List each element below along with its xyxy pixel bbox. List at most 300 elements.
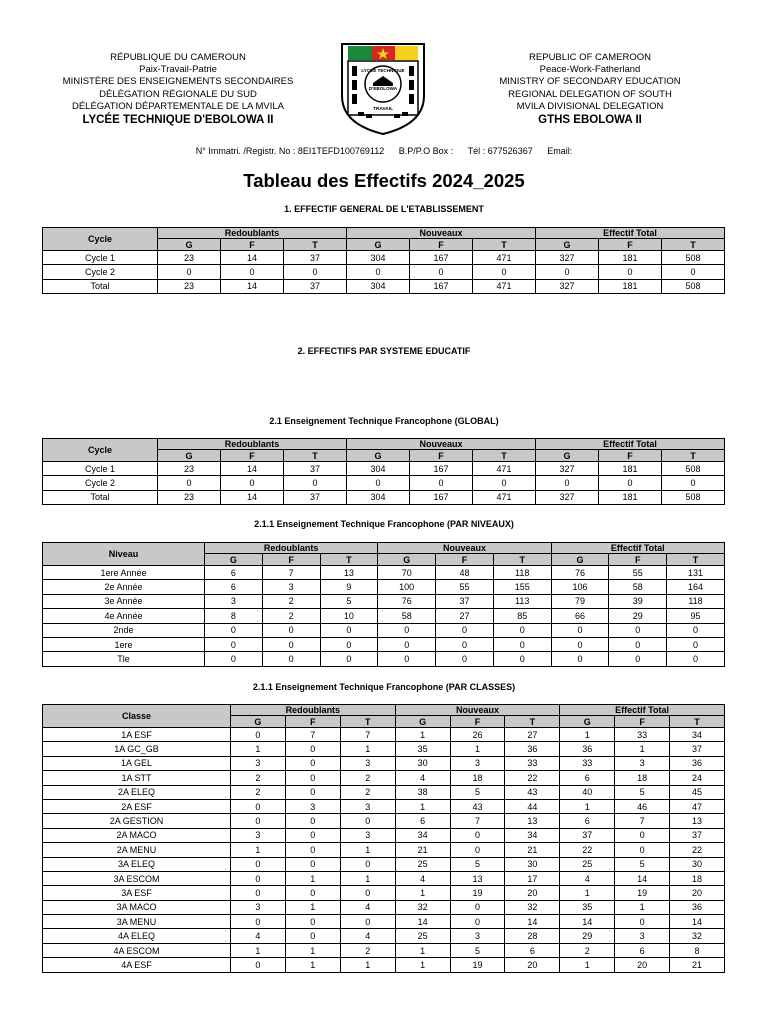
table-row — [43, 857, 725, 871]
cell-value: 21 — [395, 843, 450, 857]
cell-value: 0 — [285, 785, 340, 799]
cell-value: 0 — [221, 265, 284, 279]
sub-header: T — [505, 716, 560, 728]
group-header: Redoublants — [205, 543, 378, 554]
cell-value: 37 — [436, 594, 494, 608]
cell-value: 14 — [560, 915, 615, 929]
cell-value: 25 — [395, 929, 450, 943]
cell-value: 113 — [493, 594, 551, 608]
section-heading: 2. EFFECTIFS PAR SYSTEME EDUCATIF — [297, 346, 471, 356]
cell-value: 118 — [667, 594, 725, 608]
cell-value: 34 — [670, 728, 725, 742]
cell-value: 22 — [670, 843, 725, 857]
school-name-fr: LYCÉE TECHNIQUE D'EBOLOWA II — [82, 114, 274, 127]
row-label: Cycle 2 — [43, 476, 158, 490]
cell-value: 0 — [536, 476, 599, 490]
svg-text:D'EBOLOWA: D'EBOLOWA — [368, 86, 398, 91]
sub-header: F — [410, 239, 473, 251]
cell-value: 0 — [285, 929, 340, 943]
cell-value: 6 — [205, 566, 263, 580]
phone: Tél : 677526367 — [467, 146, 533, 156]
sub-header: F — [450, 716, 505, 728]
section-heading: 1. EFFECTIF GENERAL DE L'ETABLISSEMENT — [284, 204, 484, 214]
row-label: 3A MACO — [43, 900, 231, 914]
cell-value: 14 — [615, 871, 670, 885]
sub-header: T — [340, 716, 395, 728]
cell-value: 6 — [395, 814, 450, 828]
cell-value: 304 — [347, 490, 410, 504]
group-header: Nouveaux — [347, 228, 536, 239]
cell-value: 0 — [320, 652, 378, 666]
table-row — [43, 814, 725, 828]
cell-value: 0 — [609, 652, 667, 666]
cell-value: 0 — [436, 652, 494, 666]
cell-value: 0 — [285, 886, 340, 900]
cell-value: 327 — [536, 251, 599, 265]
cell-value: 1 — [560, 799, 615, 813]
header-left-block — [28, 52, 328, 126]
cell-value: 30 — [505, 857, 560, 871]
cell-value: 0 — [450, 915, 505, 929]
cell-value: 0 — [493, 623, 551, 637]
table-row — [43, 623, 725, 637]
cell-value: 508 — [662, 490, 725, 504]
sub-header: F — [599, 239, 662, 251]
cell-value: 13 — [505, 814, 560, 828]
cell-value: 0 — [262, 637, 320, 651]
sub-header: F — [599, 450, 662, 462]
header-right-line: REPUBLIC OF CAMEROON — [529, 52, 651, 63]
row-label: 3A ESCOM — [43, 871, 231, 885]
cell-value: 100 — [378, 580, 436, 594]
table-general — [42, 227, 725, 294]
cell-value: 29 — [609, 609, 667, 623]
cell-value: 0 — [609, 623, 667, 637]
cell-value: 3 — [231, 900, 286, 914]
sub-header: F — [615, 716, 670, 728]
cell-value: 0 — [551, 652, 609, 666]
cell-value: 0 — [450, 843, 505, 857]
cell-value: 39 — [609, 594, 667, 608]
sub-header: T — [284, 239, 347, 251]
cell-value: 0 — [493, 637, 551, 651]
table-row — [43, 900, 725, 914]
row-label: 4e Année — [43, 609, 205, 623]
cell-value: 0 — [262, 623, 320, 637]
cell-value: 0 — [205, 652, 263, 666]
row-label: 2nde — [43, 623, 205, 637]
cell-value: 23 — [158, 490, 221, 504]
cell-value: 23 — [158, 462, 221, 476]
cell-value: 0 — [378, 637, 436, 651]
table-row — [43, 279, 725, 293]
row-label: Total — [43, 490, 158, 504]
table-row — [43, 929, 725, 943]
cell-value: 1 — [231, 742, 286, 756]
row-label: 2A MENU — [43, 843, 231, 857]
cell-value: 7 — [285, 728, 340, 742]
sub-header: T — [662, 239, 725, 251]
cell-value: 14 — [505, 915, 560, 929]
row-label: 4A ESCOM — [43, 943, 231, 957]
cell-value: 167 — [410, 279, 473, 293]
cell-value: 7 — [262, 566, 320, 580]
cell-value: 14 — [221, 462, 284, 476]
cell-value: 6 — [205, 580, 263, 594]
table-row — [43, 609, 725, 623]
sub-header: G — [347, 239, 410, 251]
header-left-line: MINISTÈRE DES ENSEIGNEMENTS SECONDAIRES — [62, 76, 294, 88]
cell-value: 1 — [340, 742, 395, 756]
cell-value: 0 — [221, 476, 284, 490]
cell-value: 13 — [320, 566, 378, 580]
cell-value: 5 — [450, 857, 505, 871]
table-row — [43, 490, 725, 504]
cell-value: 0 — [158, 476, 221, 490]
cell-value: 7 — [615, 814, 670, 828]
sub-header: T — [662, 450, 725, 462]
cell-value: 4 — [340, 929, 395, 943]
cell-value: 2 — [231, 785, 286, 799]
cell-value: 0 — [285, 857, 340, 871]
cell-value: 0 — [231, 814, 286, 828]
cell-value: 3 — [231, 828, 286, 842]
cell-value: 0 — [285, 756, 340, 770]
cell-value: 2 — [340, 943, 395, 957]
group-header: Effectif Total — [536, 439, 725, 450]
cell-value: 0 — [285, 742, 340, 756]
cell-value: 20 — [505, 886, 560, 900]
cell-value: 21 — [505, 843, 560, 857]
header-left-line: DÉLÉGATION RÉGIONALE DU SUD — [99, 88, 257, 100]
cell-value: 4 — [395, 871, 450, 885]
row-label: 1A ESF — [43, 728, 231, 742]
group-header: Effectif Total — [560, 705, 725, 716]
cell-value: 37 — [670, 742, 725, 756]
column-header-first: Niveau — [43, 543, 205, 566]
section-heading: 2.1.1 Enseignement Technique Francophone (PAR CLASSES) — [252, 682, 516, 692]
header-right-line: REGIONAL DELEGATION OF SOUTH — [508, 88, 672, 100]
cell-value: 181 — [599, 251, 662, 265]
cell-value: 58 — [609, 580, 667, 594]
cell-value: 1 — [615, 742, 670, 756]
cell-value: 25 — [560, 857, 615, 871]
cell-value: 0 — [262, 652, 320, 666]
sub-header: G — [551, 554, 609, 566]
cell-value: 7 — [450, 814, 505, 828]
cell-value: 471 — [473, 251, 536, 265]
cell-value: 0 — [347, 265, 410, 279]
cell-value: 0 — [320, 637, 378, 651]
sub-header: T — [284, 450, 347, 462]
cell-value: 2 — [262, 594, 320, 608]
cell-value: 508 — [662, 251, 725, 265]
sub-header: G — [158, 450, 221, 462]
cell-value: 181 — [599, 462, 662, 476]
email: Email: — [547, 146, 573, 156]
sub-header: G — [205, 554, 263, 566]
cell-value: 471 — [473, 279, 536, 293]
cell-value: 4 — [231, 929, 286, 943]
cell-value: 34 — [395, 828, 450, 842]
cell-value: 1 — [340, 843, 395, 857]
sub-header: G — [158, 239, 221, 251]
cell-value: 0 — [285, 814, 340, 828]
cell-value: 0 — [436, 637, 494, 651]
cell-value: 14 — [395, 915, 450, 929]
cell-value: 508 — [662, 462, 725, 476]
cell-value: 327 — [536, 490, 599, 504]
table-row — [43, 462, 725, 476]
cell-value: 5 — [450, 785, 505, 799]
section-heading: 2.1 Enseignement Technique Francophone (GLOBAL) — [269, 416, 499, 426]
cell-value: 1 — [395, 943, 450, 957]
cell-value: 4 — [560, 871, 615, 885]
section-heading: 2.1.1 Enseignement Technique Francophone (PAR NIVEAUX) — [254, 519, 514, 529]
cell-value: 43 — [450, 799, 505, 813]
sub-header: F — [221, 450, 284, 462]
cell-value: 58 — [378, 609, 436, 623]
cell-value: 327 — [536, 462, 599, 476]
sub-header: F — [609, 554, 667, 566]
cell-value: 5 — [615, 857, 670, 871]
cell-value: 95 — [667, 609, 725, 623]
sub-header: T — [670, 716, 725, 728]
sub-header: T — [473, 239, 536, 251]
cell-value: 0 — [615, 843, 670, 857]
cell-value: 0 — [410, 265, 473, 279]
header-left-line: Paix-Travail-Patrie — [139, 64, 217, 76]
cell-value: 0 — [667, 637, 725, 651]
cell-value: 0 — [231, 886, 286, 900]
cell-value: 0 — [662, 265, 725, 279]
row-label: 4A ELEQ — [43, 929, 231, 943]
header-left-line: DÉLÉGATION DÉPARTEMENTALE DE LA MVILA — [71, 100, 285, 112]
cell-value: 37 — [670, 828, 725, 842]
cell-value: 85 — [493, 609, 551, 623]
cell-value: 13 — [670, 814, 725, 828]
cell-value: 0 — [536, 265, 599, 279]
cell-value: 55 — [436, 580, 494, 594]
group-header: Redoublants — [231, 705, 396, 716]
cell-value: 6 — [560, 814, 615, 828]
cell-value: 0 — [285, 843, 340, 857]
cell-value: 35 — [560, 900, 615, 914]
cell-value: 76 — [551, 566, 609, 580]
cell-value: 0 — [284, 476, 347, 490]
table-row — [43, 799, 725, 813]
cell-value: 106 — [551, 580, 609, 594]
school-name-en: GTHS EBOLOWA II — [538, 114, 642, 127]
cell-value: 23 — [158, 251, 221, 265]
cell-value: 22 — [505, 771, 560, 785]
row-label: Cycle 1 — [43, 251, 158, 265]
sub-header: F — [410, 450, 473, 462]
school-logo — [336, 38, 430, 136]
cell-value: 32 — [505, 900, 560, 914]
cell-value: 1 — [450, 742, 505, 756]
sub-header: G — [378, 554, 436, 566]
cell-value: 0 — [205, 637, 263, 651]
cell-value: 1 — [560, 958, 615, 972]
cell-value: 0 — [615, 828, 670, 842]
cell-value: 1 — [231, 943, 286, 957]
cell-value: 33 — [505, 756, 560, 770]
table-row — [43, 594, 725, 608]
row-label: Cycle 2 — [43, 265, 158, 279]
column-header-first: Classe — [43, 705, 231, 728]
group-header: Redoublants — [158, 439, 347, 450]
row-label: 2A GESTION — [43, 814, 231, 828]
row-label: 2A ESF — [43, 799, 231, 813]
cell-value: 0 — [473, 265, 536, 279]
table-row — [43, 742, 725, 756]
cell-value: 304 — [347, 251, 410, 265]
cell-value: 1 — [285, 871, 340, 885]
cell-value: 27 — [436, 609, 494, 623]
cell-value: 181 — [599, 490, 662, 504]
cell-value: 0 — [347, 476, 410, 490]
cell-value: 4 — [395, 771, 450, 785]
sub-header: G — [536, 450, 599, 462]
cell-value: 2 — [340, 785, 395, 799]
row-label: 3A ELEQ — [43, 857, 231, 871]
cell-value: 0 — [662, 476, 725, 490]
row-label: 1A STT — [43, 771, 231, 785]
table-row — [43, 958, 725, 972]
cell-value: 0 — [320, 623, 378, 637]
cell-value: 37 — [284, 490, 347, 504]
header-right-block — [440, 52, 740, 126]
sub-header: G — [347, 450, 410, 462]
cell-value: 48 — [436, 566, 494, 580]
header-right-line: Peace-Work-Fatherland — [539, 64, 641, 76]
cell-value: 6 — [505, 943, 560, 957]
cell-value: 118 — [493, 566, 551, 580]
cell-value: 0 — [340, 886, 395, 900]
cell-value: 1 — [285, 943, 340, 957]
registration-number: N° Immatri. /Registr. No : 8EI1TEFD100769112 — [195, 146, 385, 156]
sub-header: G — [231, 716, 286, 728]
cell-value: 327 — [536, 279, 599, 293]
cell-value: 304 — [347, 279, 410, 293]
cell-value: 471 — [473, 490, 536, 504]
cell-value: 155 — [493, 580, 551, 594]
cell-value: 14 — [221, 251, 284, 265]
cell-value: 9 — [320, 580, 378, 594]
sub-header: G — [395, 716, 450, 728]
cell-value: 79 — [551, 594, 609, 608]
cell-value: 20 — [615, 958, 670, 972]
cell-value: 2 — [560, 943, 615, 957]
table-global — [42, 438, 725, 505]
cell-value: 0 — [493, 652, 551, 666]
cell-value: 0 — [231, 871, 286, 885]
cell-value: 5 — [450, 943, 505, 957]
table-row — [43, 637, 725, 651]
group-header: Effectif Total — [551, 543, 724, 554]
cell-value: 45 — [670, 785, 725, 799]
row-label: Tle — [43, 652, 205, 666]
cell-value: 18 — [670, 871, 725, 885]
row-label: 2A ELEQ — [43, 785, 231, 799]
cell-value: 14 — [221, 279, 284, 293]
cell-value: 70 — [378, 566, 436, 580]
row-label: 3e Année — [43, 594, 205, 608]
cell-value: 508 — [662, 279, 725, 293]
cell-value: 0 — [340, 857, 395, 871]
cell-value: 3 — [450, 929, 505, 943]
cell-value: 19 — [450, 958, 505, 972]
cell-value: 1 — [231, 843, 286, 857]
table-row — [43, 476, 725, 490]
cell-value: 40 — [560, 785, 615, 799]
table-row — [43, 652, 725, 666]
svg-text:TRAVAIL: TRAVAIL — [372, 107, 394, 112]
cell-value: 0 — [378, 623, 436, 637]
group-header: Nouveaux — [347, 439, 536, 450]
cell-value: 0 — [667, 652, 725, 666]
cell-value: 33 — [560, 756, 615, 770]
cell-value: 0 — [667, 623, 725, 637]
svg-text:LYCEE TECHNIQUE: LYCEE TECHNIQUE — [361, 68, 405, 73]
cell-value: 36 — [560, 742, 615, 756]
cell-value: 1 — [340, 871, 395, 885]
cell-value: 167 — [410, 462, 473, 476]
cell-value: 37 — [284, 462, 347, 476]
cell-value: 37 — [284, 251, 347, 265]
cell-value: 43 — [505, 785, 560, 799]
cell-value: 47 — [670, 799, 725, 813]
cell-value: 0 — [473, 476, 536, 490]
cell-value: 20 — [670, 886, 725, 900]
header-right-line: MVILA DIVISIONAL DELEGATION — [516, 100, 664, 112]
table-row — [43, 915, 725, 929]
cell-value: 8 — [205, 609, 263, 623]
cell-value: 44 — [505, 799, 560, 813]
cell-value: 1 — [560, 728, 615, 742]
row-label: Cycle 1 — [43, 462, 158, 476]
sub-header: G — [560, 716, 615, 728]
cell-value: 167 — [410, 490, 473, 504]
cell-value: 21 — [670, 958, 725, 972]
cell-value: 0 — [450, 828, 505, 842]
cell-value: 3 — [231, 756, 286, 770]
row-label: 1ere Année — [43, 566, 205, 580]
group-header: Nouveaux — [378, 543, 551, 554]
cell-value: 30 — [395, 756, 450, 770]
flag-green-stripe — [348, 46, 371, 60]
table-niveaux — [42, 542, 725, 667]
cell-value: 5 — [320, 594, 378, 608]
cell-value: 66 — [551, 609, 609, 623]
cell-value: 46 — [615, 799, 670, 813]
cell-value: 6 — [615, 943, 670, 957]
cell-value: 181 — [599, 279, 662, 293]
table-row — [43, 871, 725, 885]
cell-value: 1 — [615, 900, 670, 914]
table-row — [43, 886, 725, 900]
table-row — [43, 843, 725, 857]
cell-value: 1 — [560, 886, 615, 900]
cell-value: 14 — [670, 915, 725, 929]
cell-value: 20 — [505, 958, 560, 972]
cell-value: 4 — [340, 900, 395, 914]
cell-value: 38 — [395, 785, 450, 799]
cell-value: 164 — [667, 580, 725, 594]
row-label: Total — [43, 279, 158, 293]
cell-value: 1 — [285, 958, 340, 972]
